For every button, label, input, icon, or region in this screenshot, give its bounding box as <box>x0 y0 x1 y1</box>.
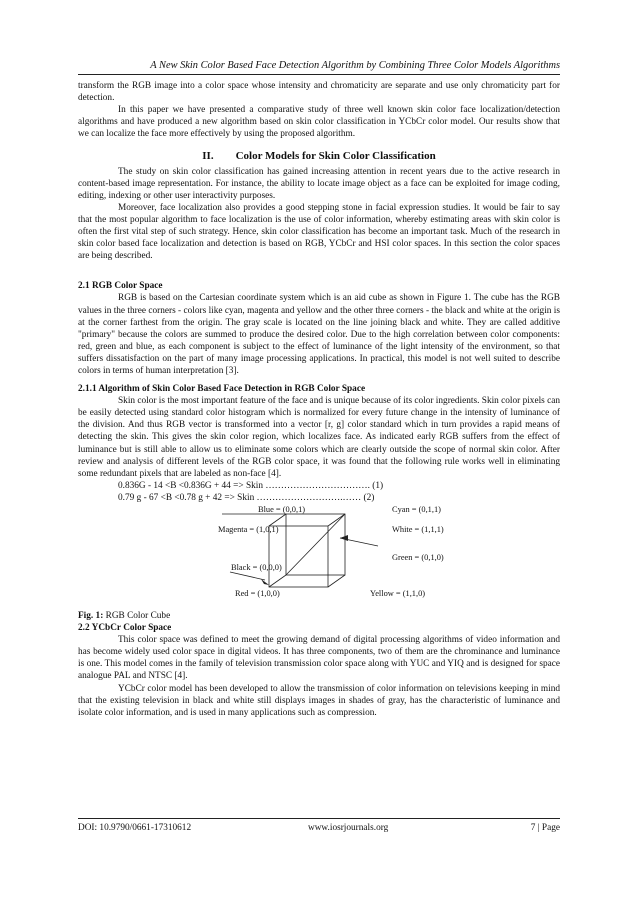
footer-page-number: 7 | Page <box>530 823 560 833</box>
section-heading <box>78 150 560 162</box>
subsection-ycbcr-paragraph-1: This color space was defined to meet the growing demand of digital processing algorithms of video information and has become widely used color space in digital videos. It has three components, two of them are the chrominance and luminance is one. This model comes in the family of television transmission color space along with YUC and YIQ and is designed for space analogue PAL and NTSC [4]. <box>78 635 560 682</box>
subsection-rgb-paragraph: RGB is based on the Cartesian coordinate system which is an aid cube as shown in Figure 1. The cube has the RGB values in the three corners - colors like cyan, magenta and yellow and the other three corners - the black and white at the origin is at the corner farthest from the origin. The gray scale is located on the line joining black and white. They are called additive "primary" because the colors are summed to produce the desired color. Due to the high correlation between color components: red, green and blue, as each component is subject to the effect of luminance of the light intensity of the environment, so that suffers dissatisfaction on the part of many image processing applications. In practical, this model is not well suited to describe colors in terms of human interpretation [3]. <box>78 293 560 376</box>
figure-caption <box>78 610 560 622</box>
section-number: II. <box>202 150 214 163</box>
running-header: A New Skin Color Based Face Detection Algorithm by Combining Three Color Models Algorithms <box>150 60 560 71</box>
label-green: Green = (0,1,0) <box>392 553 444 562</box>
subsection-rgb-algorithm-title: 2.1.1 Algorithm of Skin Color Based Face Detection in RGB Color Space <box>78 384 366 395</box>
subsection-ycbcr-paragraph-2: YCbCr color model has been developed to allow the transmission of color information on televisions keeping in mind that the existing television in black and white still displays images in shades of gray, has the characteristic of luminance and isolate color information, and is used in many applications such as compression. <box>78 683 560 718</box>
label-magenta: Magenta = (1,0,1) <box>218 525 279 534</box>
page-body <box>78 80 560 719</box>
section-title: Color Models for Skin Color Classification <box>235 150 436 163</box>
label-red: Red = (1,0,0) <box>235 589 280 598</box>
section-paragraph-2: Moreover, face localization also provides a good stepping stone in facial expression studies. It would be fair to say that the most popular algorithm to face localization is the use of color information, whereby estimating areas with skin color is often the first vital step of such strategy. Hence, skin color classification has become an important task. Much of the research in skin color based face localization and detection is based on RGB, YCbCr and HSI color spaces. In this section the color spaces are being described. <box>78 202 560 262</box>
footer-rule <box>78 818 560 819</box>
label-black: Black = (0,0,0) <box>231 563 282 572</box>
gray-scale-diagonal <box>286 514 345 575</box>
label-yellow: Yellow = (1,1,0) <box>370 589 426 598</box>
intro-paragraph-1: transform the RGB image into a color space whose intensity and chromaticity are separate and use only chromaticity part for detection. <box>78 81 560 104</box>
subsection-ycbcr-title: 2.2 YCbCr Color Space <box>78 623 172 634</box>
equation-2: 0.79 g - 67 <B <0.78 g + 42 => Skin ……………………….…… (2) <box>118 492 375 503</box>
caption-label: Fig. 1: <box>78 611 104 621</box>
section-paragraph-1: The study on skin color classification has gained increasing attention in recent years due to the active research in content-based image representation. For instance, the ability to locate image object as a face can be exploited for image coding, editing, indexing or other user interactivity purposes. <box>78 166 560 201</box>
label-blue: Blue = (0,0,1) <box>258 505 306 514</box>
rgb-cube-diagram <box>78 506 560 610</box>
header-rule <box>78 74 560 75</box>
label-white: White = (1,1,1) <box>392 525 444 534</box>
rgb-cube-figure <box>78 506 560 610</box>
footer-doi: DOI: 10.9790/0661-17310612 <box>78 823 192 833</box>
intro-paragraph-2: In this paper we have presented a comparative study of three well known skin color face localization/detection algorithms and have produced a new algorithm based on skin color classification in YCbCr color model. Our results show that we can localize the face more effectively by using the proposed algorithm. <box>78 105 560 140</box>
subsection-rgb-title: 2.1 RGB Color Space <box>78 281 163 292</box>
subsection-rgb-algorithm-paragraph: Skin color is the most important feature of the face and is unique because of its color ingredients. Skin color pixels can be easily detected using standard color histogram which is normalized for every future change in the intensity of luminance of the division. And thus RGB vector is transformed into a vector [r, g] color standard which in turn provides a rapid means of detecting the skin. This gives the skin color region, which localizes face. As indicated early RGB suffers from the effect of luminance but is still able to allow us to eliminate some colors which are clearly outside the scope of normal skin color. After review and analysis of different levels of the RGB color space, it was found that the following rule works well in eliminating some redundant pixels that are labeled as non-face [4]. <box>78 396 561 479</box>
caption-text: RGB Color Cube <box>103 611 171 621</box>
footer-website: www.iosrjournals.org <box>308 823 389 833</box>
label-cyan: Cyan = (0,1,1) <box>392 505 441 514</box>
equation-1: 0.836G - 14 <B <0.836G + 44 => Skin ……………………………. (1) <box>118 480 384 491</box>
